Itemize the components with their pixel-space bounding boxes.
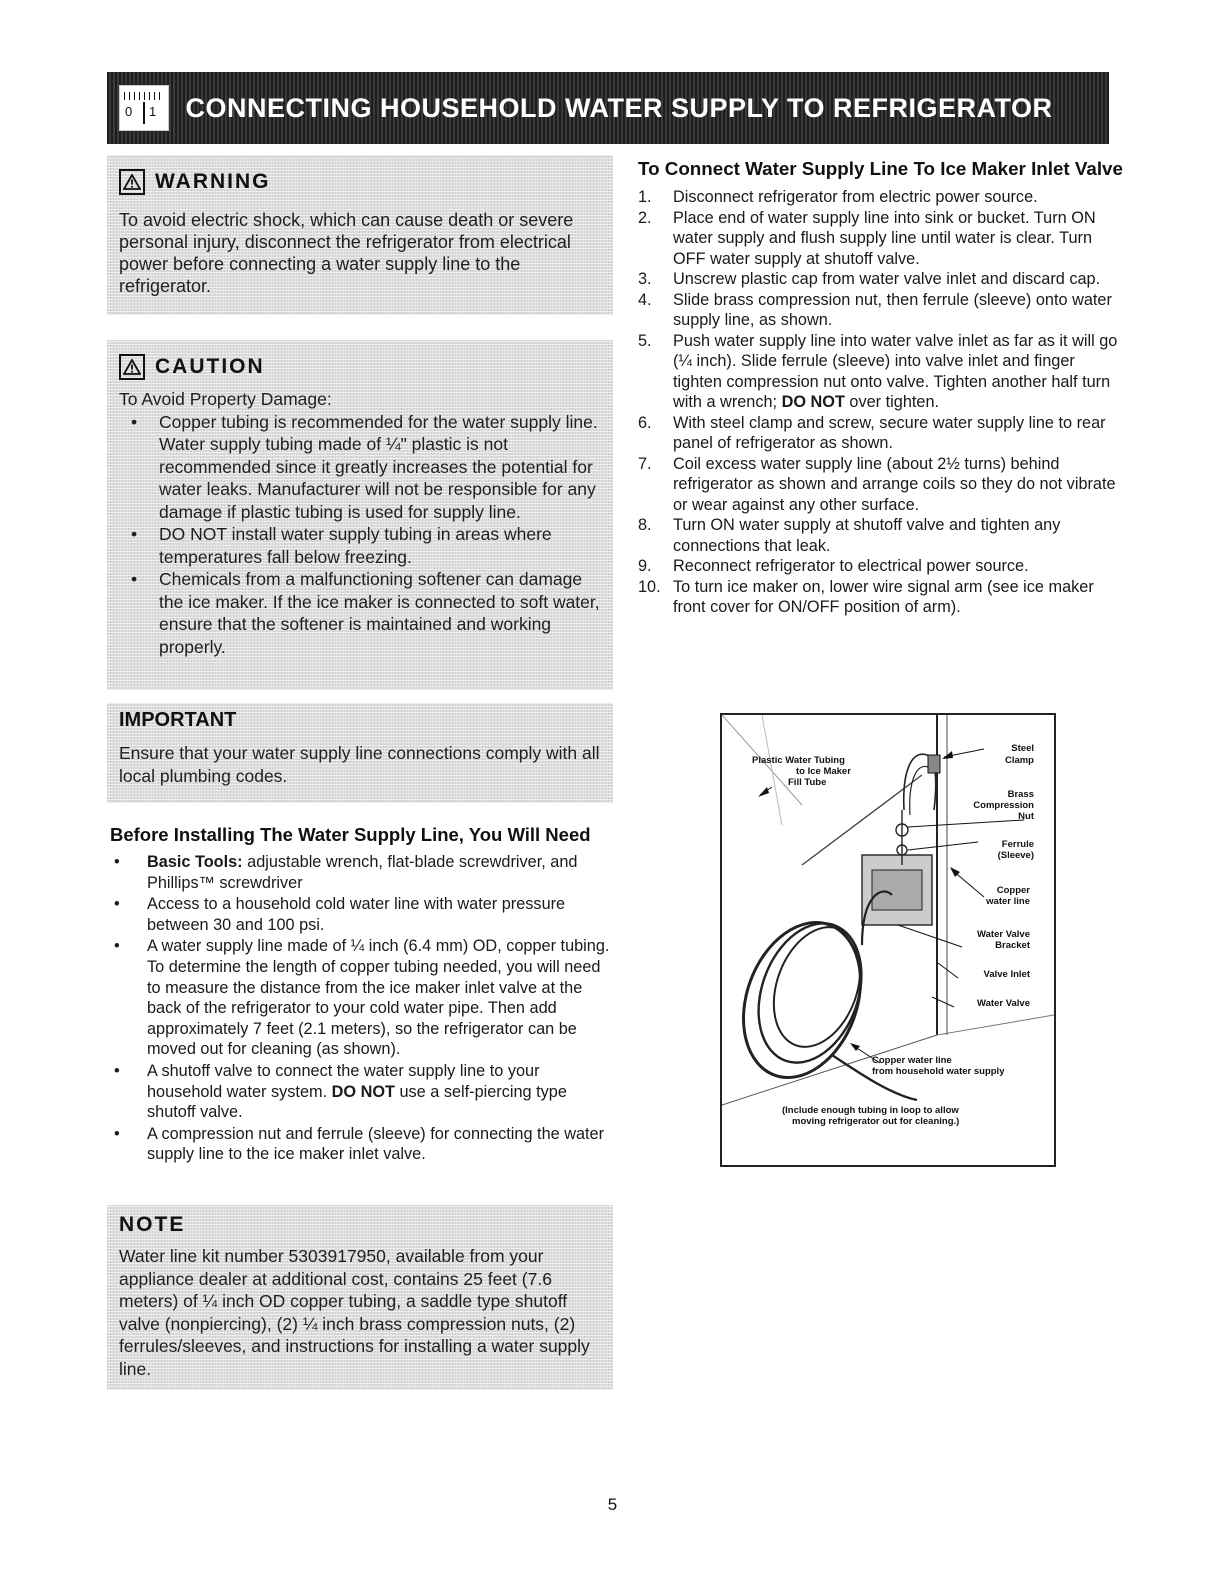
- step-number: 7.: [638, 454, 652, 473]
- step-number: 8.: [638, 516, 652, 534]
- warning-heading: [119, 169, 601, 195]
- step-text: Push water supply line into water valve inlet as far as it will go (¼ inch). Slide ferrule (sleeve) into valve inlet and finger tighten compression nut onto valve. Tighten another half turn with a wrench;: [673, 331, 1118, 411]
- label-water-valve: Water Valve: [977, 998, 1030, 1009]
- warning-triangle-icon: [119, 169, 145, 195]
- important-box: [107, 703, 613, 803]
- caution-item: • DO NOT install water supply tubing in areas where temperatures fall below freezing.: [119, 523, 601, 568]
- label-clamp: Clamp: [1004, 755, 1034, 766]
- needs-item-bold: Basic Tools:: [147, 853, 243, 871]
- step-item: [638, 454, 1118, 516]
- step-number: 10.: [638, 577, 661, 596]
- needs-item-text: Access to a household cold water line with water pressure between 30 and 100 psi.: [147, 895, 566, 934]
- label-bracket: Bracket: [995, 940, 1030, 951]
- step-number: 1.: [638, 188, 652, 206]
- needs-item-text: use a self-piercing type shutoff valve.: [147, 1082, 567, 1122]
- ruler-icon: [119, 85, 169, 131]
- label-plastic-tubing: Plastic Water Tubing: [752, 755, 845, 766]
- caution-box: [107, 340, 613, 690]
- step-text: To turn ice maker on, lower wire signal arm (see ice maker front cover for ON/OFF position of arm).: [673, 577, 1094, 616]
- needs-item-bold: DO NOT: [331, 1082, 395, 1101]
- step-item: [638, 515, 1118, 556]
- label-steel: Steel: [1011, 743, 1034, 754]
- needs-item-text: A water supply line made of ¼ inch (6.4 mm) OD, copper tubing. To determine the length of copper tubing needed, you will need to measure the distance from the ice maker inlet valve at the back of the refrigerator to your cold water pipe. Then add approximately 7 feet (2.1 meters), so the refrigerator can be moved out for cleaning (as shown).: [147, 937, 610, 1059]
- step-item: [638, 187, 1118, 208]
- label-ferrule: Ferrule: [1001, 839, 1034, 850]
- ruler-digit-0: 0: [125, 104, 133, 119]
- label-water-line: water line: [986, 896, 1030, 907]
- caution-triangle-icon: [119, 354, 145, 380]
- needs-item: [110, 936, 615, 1060]
- step-text: Disconnect refrigerator from electric power source.: [673, 188, 1038, 206]
- label-moving-refrigerator: moving refrigerator out for cleaning.): [792, 1116, 960, 1127]
- important-text: Ensure that your water supply line connections comply with all local plumbing codes.: [119, 743, 600, 786]
- needs-item: [110, 852, 615, 893]
- step-item: [638, 290, 1118, 331]
- page-title: CONNECTING HOUSEHOLD WATER SUPPLY TO REFRIGERATOR: [185, 92, 1053, 123]
- needs-list: [110, 852, 615, 1166]
- label-to-ice-maker: to Ice Maker: [796, 766, 851, 777]
- step-text: Place end of water supply line into sink or bucket. Turn ON water supply and flush supply line until water is clear. Turn OFF water supply at shutoff valve.: [673, 208, 1096, 268]
- label-brass: Brass: [1007, 789, 1034, 800]
- step-item: [638, 413, 1118, 454]
- caution-item: • Copper tubing is recommended for the water supply line. Water supply tubing made of ¼" plastic is not recommended since it greatly increases the potential for water leaks. Manufacturer will not be responsible for any damage if plastic tubing is used for supply line.: [119, 411, 601, 524]
- label-copper-household: Copper water line: [872, 1055, 952, 1066]
- caution-heading: [119, 354, 601, 380]
- label-copper: Copper: [996, 885, 1030, 896]
- needs-item: [110, 1124, 615, 1165]
- step-text: over tighten.: [844, 393, 940, 411]
- label-nut: Nut: [1018, 811, 1034, 822]
- label-water-valve-bracket: Water Valve: [977, 929, 1030, 940]
- step-number: 5.: [638, 331, 652, 350]
- needs-item-text: adjustable wrench, flat-blade screwdriver, and Phillips™ screwdriver: [147, 853, 578, 892]
- note-box: [107, 1205, 613, 1390]
- step-number: 9.: [638, 557, 652, 575]
- note-heading: NOTE: [119, 1213, 186, 1236]
- step-text: Reconnect refrigerator to electrical power source.: [673, 557, 1029, 575]
- step-number: 2.: [638, 208, 652, 227]
- installation-diagram: [720, 713, 1056, 1167]
- step-number: 3.: [638, 270, 652, 288]
- step-text: Coil excess water supply line (about 2½ turns) behind refrigerator as shown and arrange coils so they do not vibrate or wear against any other surface.: [673, 454, 1116, 514]
- label-include-tubing: (Include enough tubing in loop to allow: [782, 1105, 959, 1116]
- page-number: 5: [607, 1495, 618, 1514]
- step-text: Slide brass compression nut, then ferrule (sleeve) onto water supply line, as shown.: [673, 290, 1112, 329]
- step-text: Turn ON water supply at shutoff valve and tighten any connections that leak.: [673, 516, 1061, 555]
- connect-heading: To Connect Water Supply Line To Ice Maker Inlet Valve: [638, 158, 1123, 179]
- note-text: Water line kit number 5303917950, available from your appliance dealer at additional cost, contains 25 feet (7.6 meters) of ¼ inch OD copper tubing, a saddle type shutoff valve (nonpiercing), (2) ¼ inch brass compression nuts, (2) ferrules/sleeves, and instructions for installing a water supply line.: [119, 1246, 590, 1379]
- needs-item-text: A compression nut and ferrule (sleeve) for connecting the water supply line to the ice maker inlet valve.: [147, 1124, 605, 1164]
- label-household-supply: from household water supply: [872, 1066, 1005, 1077]
- step-item: [638, 556, 1118, 577]
- section-banner: [107, 72, 1109, 144]
- label-sleeve: (Sleeve): [997, 850, 1034, 861]
- step-text: With steel clamp and screw, secure water supply line to rear panel of refrigerator as shown.: [673, 413, 1106, 452]
- label-valve-inlet: Valve Inlet: [983, 969, 1030, 980]
- ruler-digit-1: 1: [149, 104, 157, 119]
- step-item: [638, 269, 1118, 290]
- step-number: 6.: [638, 413, 652, 432]
- needs-item-text: A shutoff valve to connect the water supply line to your household water system.: [147, 1061, 540, 1101]
- connect-steps: [638, 187, 1118, 618]
- warning-box: [107, 155, 613, 315]
- needs-item: [110, 894, 615, 935]
- step-bold: DO NOT: [781, 393, 845, 411]
- needs-item: [110, 1061, 615, 1123]
- warning-text: To avoid electric shock, which can cause death or severe personal injury, disconnect the refrigerator from electrical power before connecting a water supply line to the refrigerator.: [119, 210, 574, 296]
- caution-item: • Chemicals from a malfunctioning softener can damage the ice maker. If the ice maker is connected to soft water, ensure that the softener is maintained and working properly.: [119, 568, 601, 658]
- caution-subheading: To Avoid Property Damage:: [119, 389, 332, 409]
- caution-list: [119, 411, 601, 659]
- step-item: [638, 208, 1118, 270]
- label-compression: Compression: [973, 800, 1034, 811]
- step-text: Unscrew plastic cap from water valve inlet and discard cap.: [673, 270, 1101, 288]
- step-item: [638, 331, 1118, 413]
- step-number: 4.: [638, 290, 652, 309]
- warning-heading-text: WARNING: [155, 170, 271, 193]
- important-heading: IMPORTANT: [119, 709, 237, 731]
- label-fill-tube: Fill Tube: [788, 777, 827, 788]
- before-heading: Before Installing The Water Supply Line, You Will Need: [110, 824, 591, 845]
- step-item: [638, 577, 1118, 618]
- caution-heading-text: CAUTION: [155, 355, 265, 378]
